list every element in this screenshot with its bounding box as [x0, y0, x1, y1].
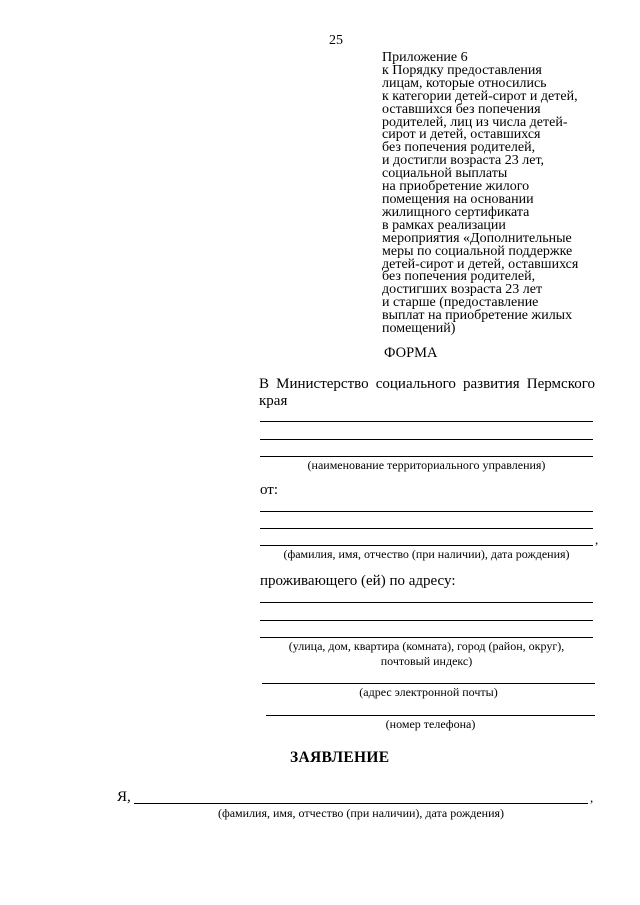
appendix-line: меры по социальной поддержке: [382, 243, 573, 259]
appendix-line: к категории детей-сирот и детей,: [382, 88, 578, 104]
appendix-line: к Порядку предоставления: [382, 62, 542, 78]
appendix-line: оставшихся без попечения: [382, 101, 541, 117]
applicant-field-line[interactable]: [260, 545, 593, 546]
appendix-line: и старше (предоставление: [382, 295, 539, 311]
address-field-line[interactable]: [260, 602, 593, 603]
applicant-caption: (фамилия, имя, отчество (при наличии), дата рождения): [283, 547, 570, 561]
applicant-field-line[interactable]: [260, 528, 593, 529]
addressee: В Министерство социального развития Пермского края: [259, 376, 595, 409]
form-label: ФОРМА: [384, 345, 438, 361]
email-caption: (адрес электронной почты): [359, 685, 498, 699]
i-label: Я,: [117, 789, 131, 805]
page-number: 25: [329, 33, 343, 48]
appendix-line: мероприятия «Дополнительные: [382, 230, 572, 246]
appendix-line: родителей, лиц из числа детей-: [382, 114, 568, 130]
appendix-line: без попечения родителей,: [382, 269, 536, 285]
appendix-line: лицам, которые относились: [382, 75, 547, 91]
appendix-line: выплат на приобретение жилых: [382, 308, 573, 324]
appendix-line: жилищного сертификата: [382, 204, 530, 220]
phone-caption: (номер телефона): [385, 717, 476, 731]
residing-label: проживающего (ей) по адресу:: [260, 573, 456, 589]
from-label: от:: [260, 482, 279, 498]
appendix-line: Приложение 6: [382, 50, 468, 65]
statement-name-caption: (фамилия, имя, отчество (при наличии), дата рождения): [217, 806, 505, 820]
appendix-line: в рамках реализации: [382, 217, 506, 233]
address-caption-line2: почтовый индекс): [380, 654, 473, 668]
territorial-office-field-line[interactable]: [260, 456, 593, 457]
comma-mark: ,: [595, 532, 599, 547]
territorial-office-field-line[interactable]: [260, 421, 593, 422]
appendix-block: [382, 52, 622, 336]
statement-name-field-line[interactable]: [134, 803, 588, 804]
appendix-line: сирот и детей, оставшихся: [382, 127, 541, 143]
appendix-line: помещений): [382, 321, 456, 337]
appendix-line: социальной выплаты: [382, 166, 508, 182]
appendix-line: на приобретение жилого: [382, 179, 530, 195]
address-field-line[interactable]: [260, 637, 593, 638]
email-field-line[interactable]: [262, 683, 595, 684]
comma-mark: ,: [590, 790, 594, 805]
territorial-office-field-line[interactable]: [260, 439, 593, 440]
statement-title: ЗАЯВЛЕНИЕ: [290, 749, 390, 766]
appendix-line: достигших возраста 23 лет: [382, 282, 543, 298]
appendix-line: без попечения родителей,: [382, 140, 536, 156]
appendix-line: детей-сирот и детей, оставшихся: [382, 256, 579, 272]
applicant-field-line[interactable]: [260, 511, 593, 512]
address-field-line[interactable]: [260, 620, 593, 621]
territorial-office-caption: (наименование территориального управления): [307, 458, 546, 472]
appendix-line: и достигли возраста 23 лет,: [382, 153, 545, 169]
address-caption-line1: (улица, дом, квартира (комната), город (район, округ),: [288, 639, 565, 653]
phone-field-line[interactable]: [266, 715, 595, 716]
appendix-line: помещения на основании: [382, 191, 534, 207]
